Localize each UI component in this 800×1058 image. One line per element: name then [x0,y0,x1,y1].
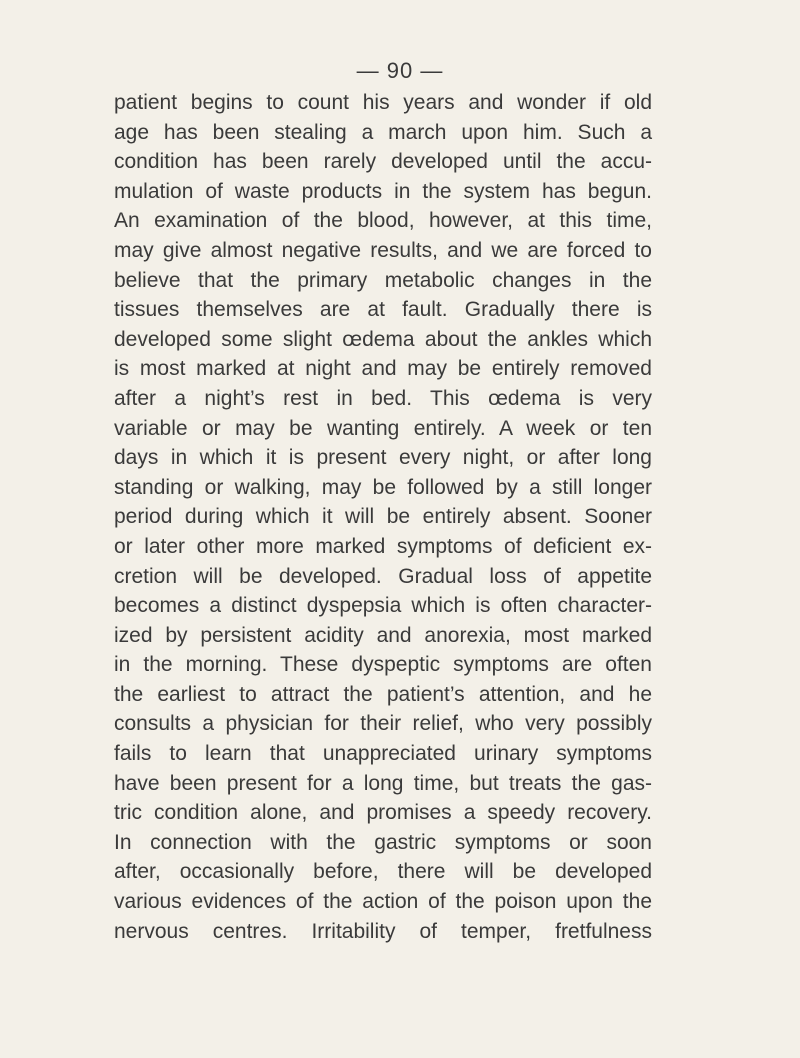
book-page: — 90 — patient begins to count his years and wonder if old age has been stealing a march upon him. Such a condition has been rarely developed until the accu- mulation of waste products in the system has begun. An examination of the blood, however, at this time, may give almost negative results, and we are forced to believe that the primary metabolic changes in the tissues themselves are at fault. Gradually there is developed some slight œdema about the ankles which is most marked at night and may be entirely removed after a night’s rest in bed. This œdema is very variable or may be wanting entirely. A week or ten days in which it is present every night, or after long standing or walking, may be followed by a still longer period during which it will be entirely absent. Sooner or later other more marked symptoms of deficient ex- cretion will be developed. Gradual loss of appetite becomes a distinct dyspepsia which is often character- ized by persistent acidity and anorexia, most marked in the morning. These dyspeptic symptoms are often the earliest to attract the patient’s attention, and he consults a physician for their relief, who very possibly fails to learn that unappreciated urinary symptoms have been present for a long time, but treats the gas- tric condition alone, and promises a speedy recovery. In connection with the gastric symptoms or soon after, occasionally before, there will be developed various evidences of the action of the poison upon the nervous centres. Irritability of temper, fretfulness [0,0,800,1058]
page-number: — 90 — [356,58,444,83]
